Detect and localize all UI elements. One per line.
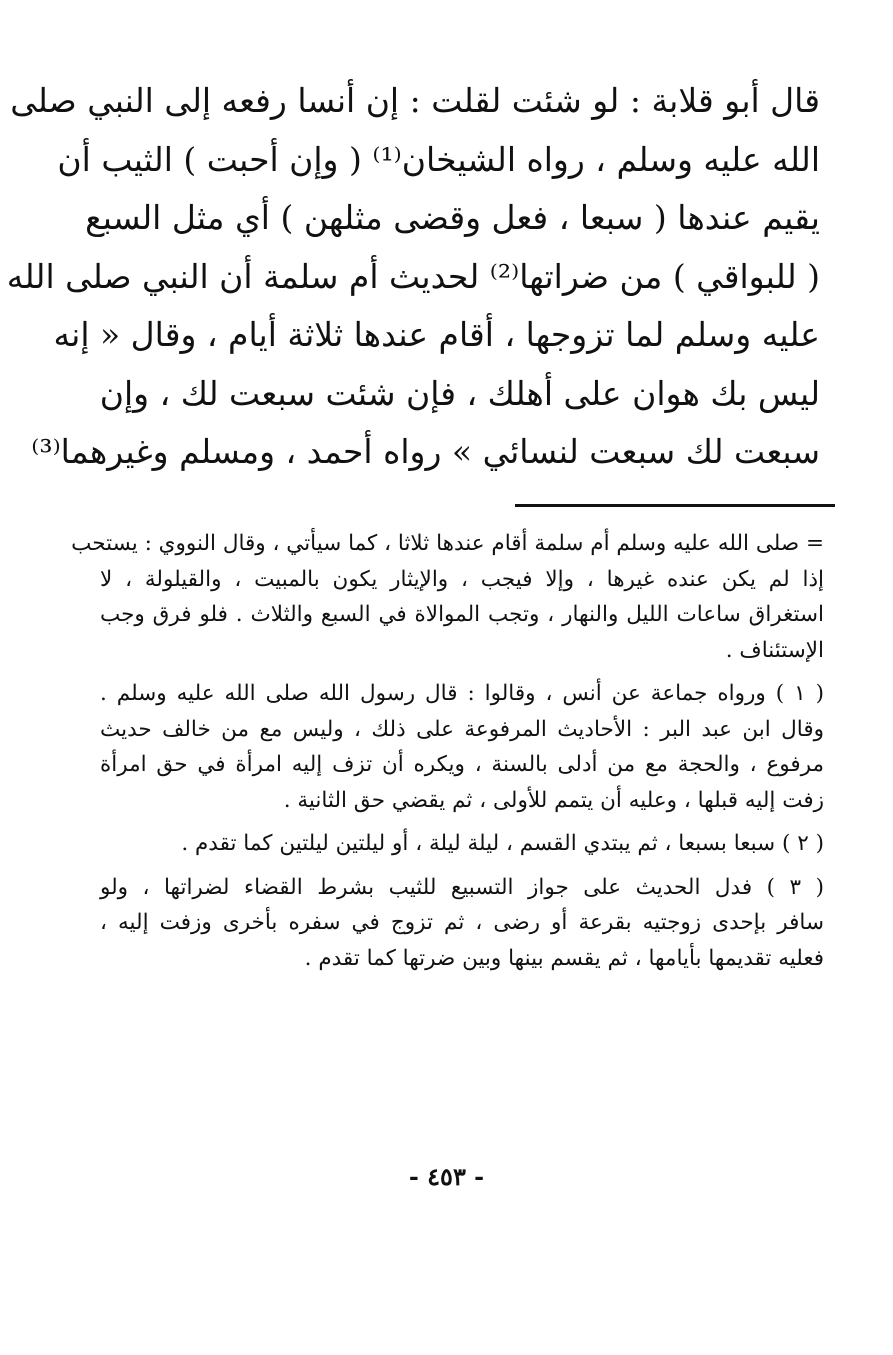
footnote-line: سافر بإحدى زوجتيه بقرعة أو رضى ، ثم تزوج في سفره بأخرى وزفت إليه ، [100,910,824,935]
footnote-line: مرفوع ، والحجة مع من أدلى بالسنة ، ويكره أن تزف إليه امرأة في حق امرأة [100,752,824,777]
main-text-line: ليس بك هوان على أهلك ، فإن شئت سبعت لك ، وإن [99,373,820,413]
footnote-separator [515,504,835,507]
main-text [6,72,820,482]
footnote-line: زفت إليه قبلها ، وعليه أن يتمم للأولى ، ثم يقضي حق الثانية . [283,787,824,813]
footnote-line: ( ١ ) ورواه جماعة عن أنس ، وقالوا : قال رسول الله صلى الله عليه وسلم . [100,681,824,706]
main-text-line: ( للبواقي ) من ضراتها⁽²⁾ لحديث أم سلمة أن النبي صلى الله [6,256,820,296]
footnote-3 [100,870,824,977]
footnote-1 [100,676,824,818]
page-number: - ٤٥٣ - [408,1162,485,1191]
footnote-2 [100,826,824,862]
footnote-line: إذا لم يكن عنده غيرها ، وإلا فيجب ، والإيثار يكون بالمبيت ، والقيلولة ، لا [100,566,824,592]
footnote-line: استغراق ساعات الليل والنهار ، وتجب الموالاة في السبع والثلاث . فلو فرق وجب [100,602,824,627]
main-text-line: قال أبو قلابة : لو شئت لقلت : إن أنسا رفعه إلى النبي صلى [10,81,820,120]
main-text-line: الله عليه وسلم ، رواه الشيخان⁽¹⁾ ( وإن أحبت ) الثيب أن [57,139,820,179]
footnote-line: فعليه تقديمها بأيامها ، ثم يقسم بينها وبين ضرتها كما تقدم . [304,945,824,971]
main-text-line: عليه وسلم لما تزوجها ، أقام عندها ثلاثة أيام ، وقال « إنه [53,315,820,354]
main-text-line: سبعت لك سبعت لنسائي » رواه أحمد ، ومسلم وغيرهما⁽³⁾ [31,432,820,471]
footnote-line: ( ٣ ) فدل الحديث على جواز التسبيع للثيب بشرط القضاء لضراتها ، ولو [100,874,824,900]
main-text-line: يقيم عندها ( سبعا ، فعل وقضى مثلهن ) أي مثل السبع [85,198,820,237]
footnote-line: وقال ابن عبد البر : الأحاديث المرفوعة على ذلك ، وليس مع من خالف حديث [100,716,824,742]
footnote-line: = صلى الله عليه وسلم أم سلمة أقام عندها ثلاثا ، كما سيأتي ، وقال النووي : يستحب [71,531,824,556]
footnotes [71,526,824,984]
footnote-continuation [71,526,824,668]
footnote-line: الإستئناف . [725,637,824,663]
footnote-line: ( ٢ ) سبعا بسبعا ، ثم يبتدي القسم ، ليلة ليلة ، أو ليلتين ليلتين كما تقدم . [181,831,824,856]
